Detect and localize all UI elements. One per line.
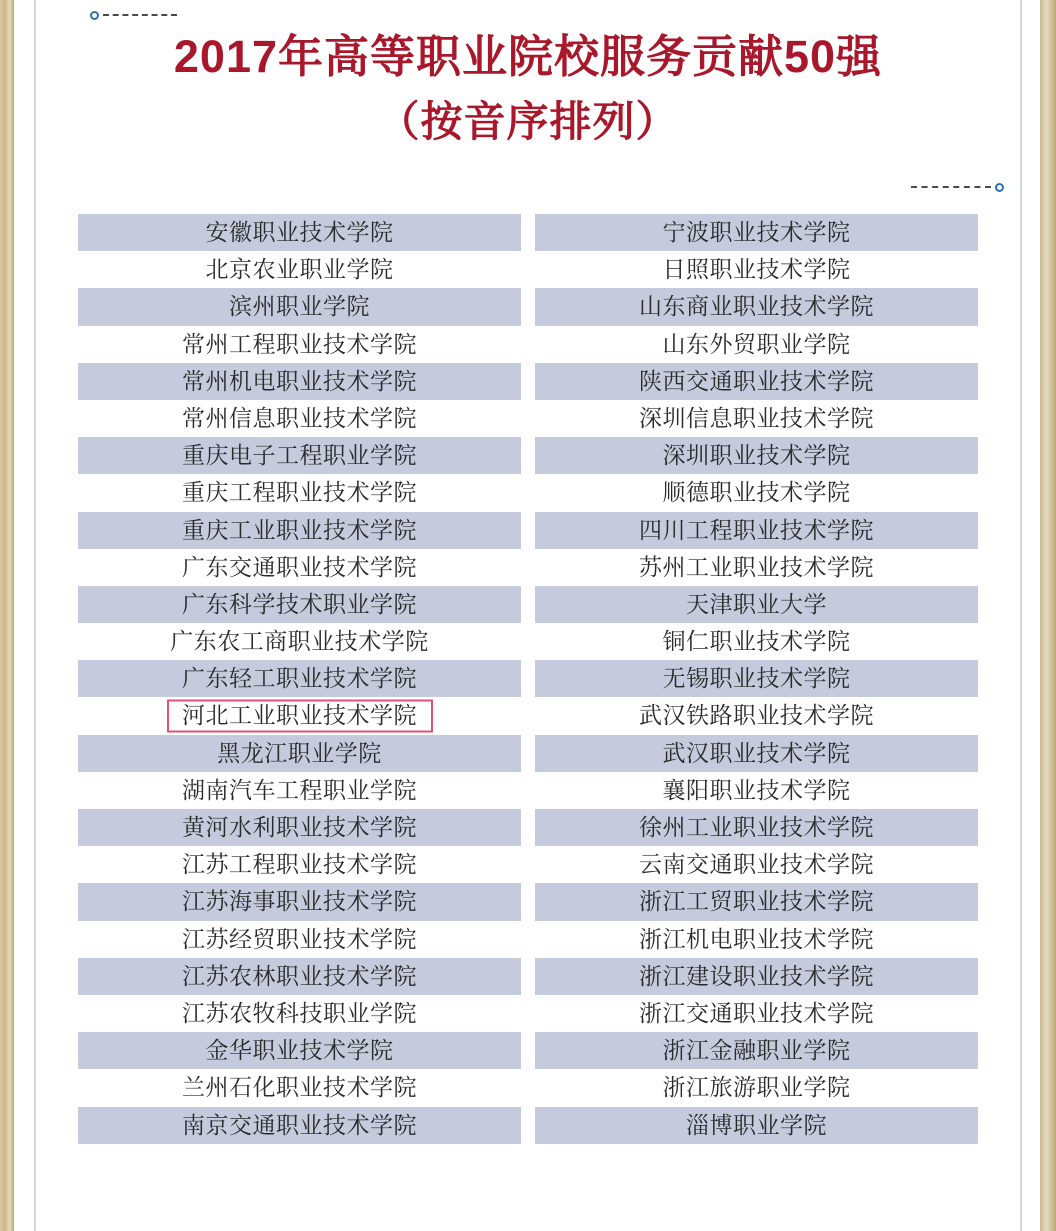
school-list-item: 广东农工商职业技术学院 (78, 623, 521, 660)
document-header (36, 0, 1020, 196)
dashed-line-icon (911, 186, 991, 188)
school-list-item: 日照职业技术学院 (535, 251, 978, 288)
school-list-item: 铜仁职业技术学院 (535, 623, 978, 660)
circle-marker-icon (995, 183, 1004, 192)
school-list-item: 常州信息职业技术学院 (78, 400, 521, 437)
dashed-line-icon (103, 14, 177, 16)
decorative-dash-right (36, 178, 1004, 196)
school-list-item: 重庆工程职业技术学院 (78, 474, 521, 511)
school-list-item: 山东外贸职业学院 (535, 326, 978, 363)
school-list-item: 云南交通职业技术学院 (535, 846, 978, 883)
school-list-item: 浙江旅游职业学院 (535, 1069, 978, 1106)
circle-marker-icon (90, 11, 99, 20)
decorative-right-rule (1020, 0, 1022, 1231)
school-list-item: 淄博职业学院 (535, 1107, 978, 1144)
decorative-dash-left (90, 6, 1020, 24)
school-list-item: 广东科学技术职业学院 (78, 586, 521, 623)
school-list-item: 武汉职业技术学院 (535, 735, 978, 772)
school-list-item: 宁波职业技术学院 (535, 214, 978, 251)
school-list-item: 江苏工程职业技术学院 (78, 846, 521, 883)
school-list-item: 四川工程职业技术学院 (535, 512, 978, 549)
school-list-item: 北京农业职业学院 (78, 251, 521, 288)
school-list-item: 广东交通职业技术学院 (78, 549, 521, 586)
school-list-item: 浙江交通职业技术学院 (535, 995, 978, 1032)
school-list-item: 襄阳职业技术学院 (535, 772, 978, 809)
school-list-item: 河北工业职业技术学院 (78, 697, 521, 734)
school-list-item: 山东商业职业技术学院 (535, 288, 978, 325)
school-list-item: 浙江建设职业技术学院 (535, 958, 978, 995)
school-list-item: 湖南汽车工程职业学院 (78, 772, 521, 809)
school-list-item: 江苏经贸职业技术学院 (78, 921, 521, 958)
decorative-right-border (1040, 0, 1056, 1231)
school-list-item: 常州工程职业技术学院 (78, 326, 521, 363)
school-list-item: 黑龙江职业学院 (78, 735, 521, 772)
school-list-item: 重庆工业职业技术学院 (78, 512, 521, 549)
title-line-main: 2017年高等职业院校服务贡献50强 (173, 31, 883, 82)
document-page (36, 0, 1020, 1231)
school-list-item: 无锡职业技术学院 (535, 660, 978, 697)
school-list-item: 黄河水利职业技术学院 (78, 809, 521, 846)
school-list-item: 江苏农林职业技术学院 (78, 958, 521, 995)
school-list-item: 浙江金融职业学院 (535, 1032, 978, 1069)
school-list-left-column (78, 214, 521, 1144)
school-list-item: 常州机电职业技术学院 (78, 363, 521, 400)
decorative-left-border (0, 0, 14, 1231)
school-list-item: 南京交通职业技术学院 (78, 1107, 521, 1144)
school-list-item: 武汉铁路职业技术学院 (535, 697, 978, 734)
school-list-item: 金华职业技术学院 (78, 1032, 521, 1069)
school-list-item: 滨州职业学院 (78, 288, 521, 325)
school-list-item: 顺德职业技术学院 (535, 474, 978, 511)
title-line-sub: （按音序排列） (377, 98, 679, 145)
school-list-table (78, 214, 978, 1144)
page-title (36, 24, 1020, 154)
school-list-item: 陕西交通职业技术学院 (535, 363, 978, 400)
school-list-item: 深圳信息职业技术学院 (535, 400, 978, 437)
school-list-item: 苏州工业职业技术学院 (535, 549, 978, 586)
school-list-item: 徐州工业职业技术学院 (535, 809, 978, 846)
school-list-item: 浙江机电职业技术学院 (535, 921, 978, 958)
school-list-item: 天津职业大学 (535, 586, 978, 623)
school-list-item: 兰州石化职业技术学院 (78, 1069, 521, 1106)
school-list-item: 广东轻工职业技术学院 (78, 660, 521, 697)
school-list-item: 深圳职业技术学院 (535, 437, 978, 474)
school-list-item: 江苏海事职业技术学院 (78, 883, 521, 920)
school-list-right-column (535, 214, 978, 1144)
school-list-item: 重庆电子工程职业学院 (78, 437, 521, 474)
school-list-item: 安徽职业技术学院 (78, 214, 521, 251)
school-list-item: 江苏农牧科技职业学院 (78, 995, 521, 1032)
school-list-item: 浙江工贸职业技术学院 (535, 883, 978, 920)
